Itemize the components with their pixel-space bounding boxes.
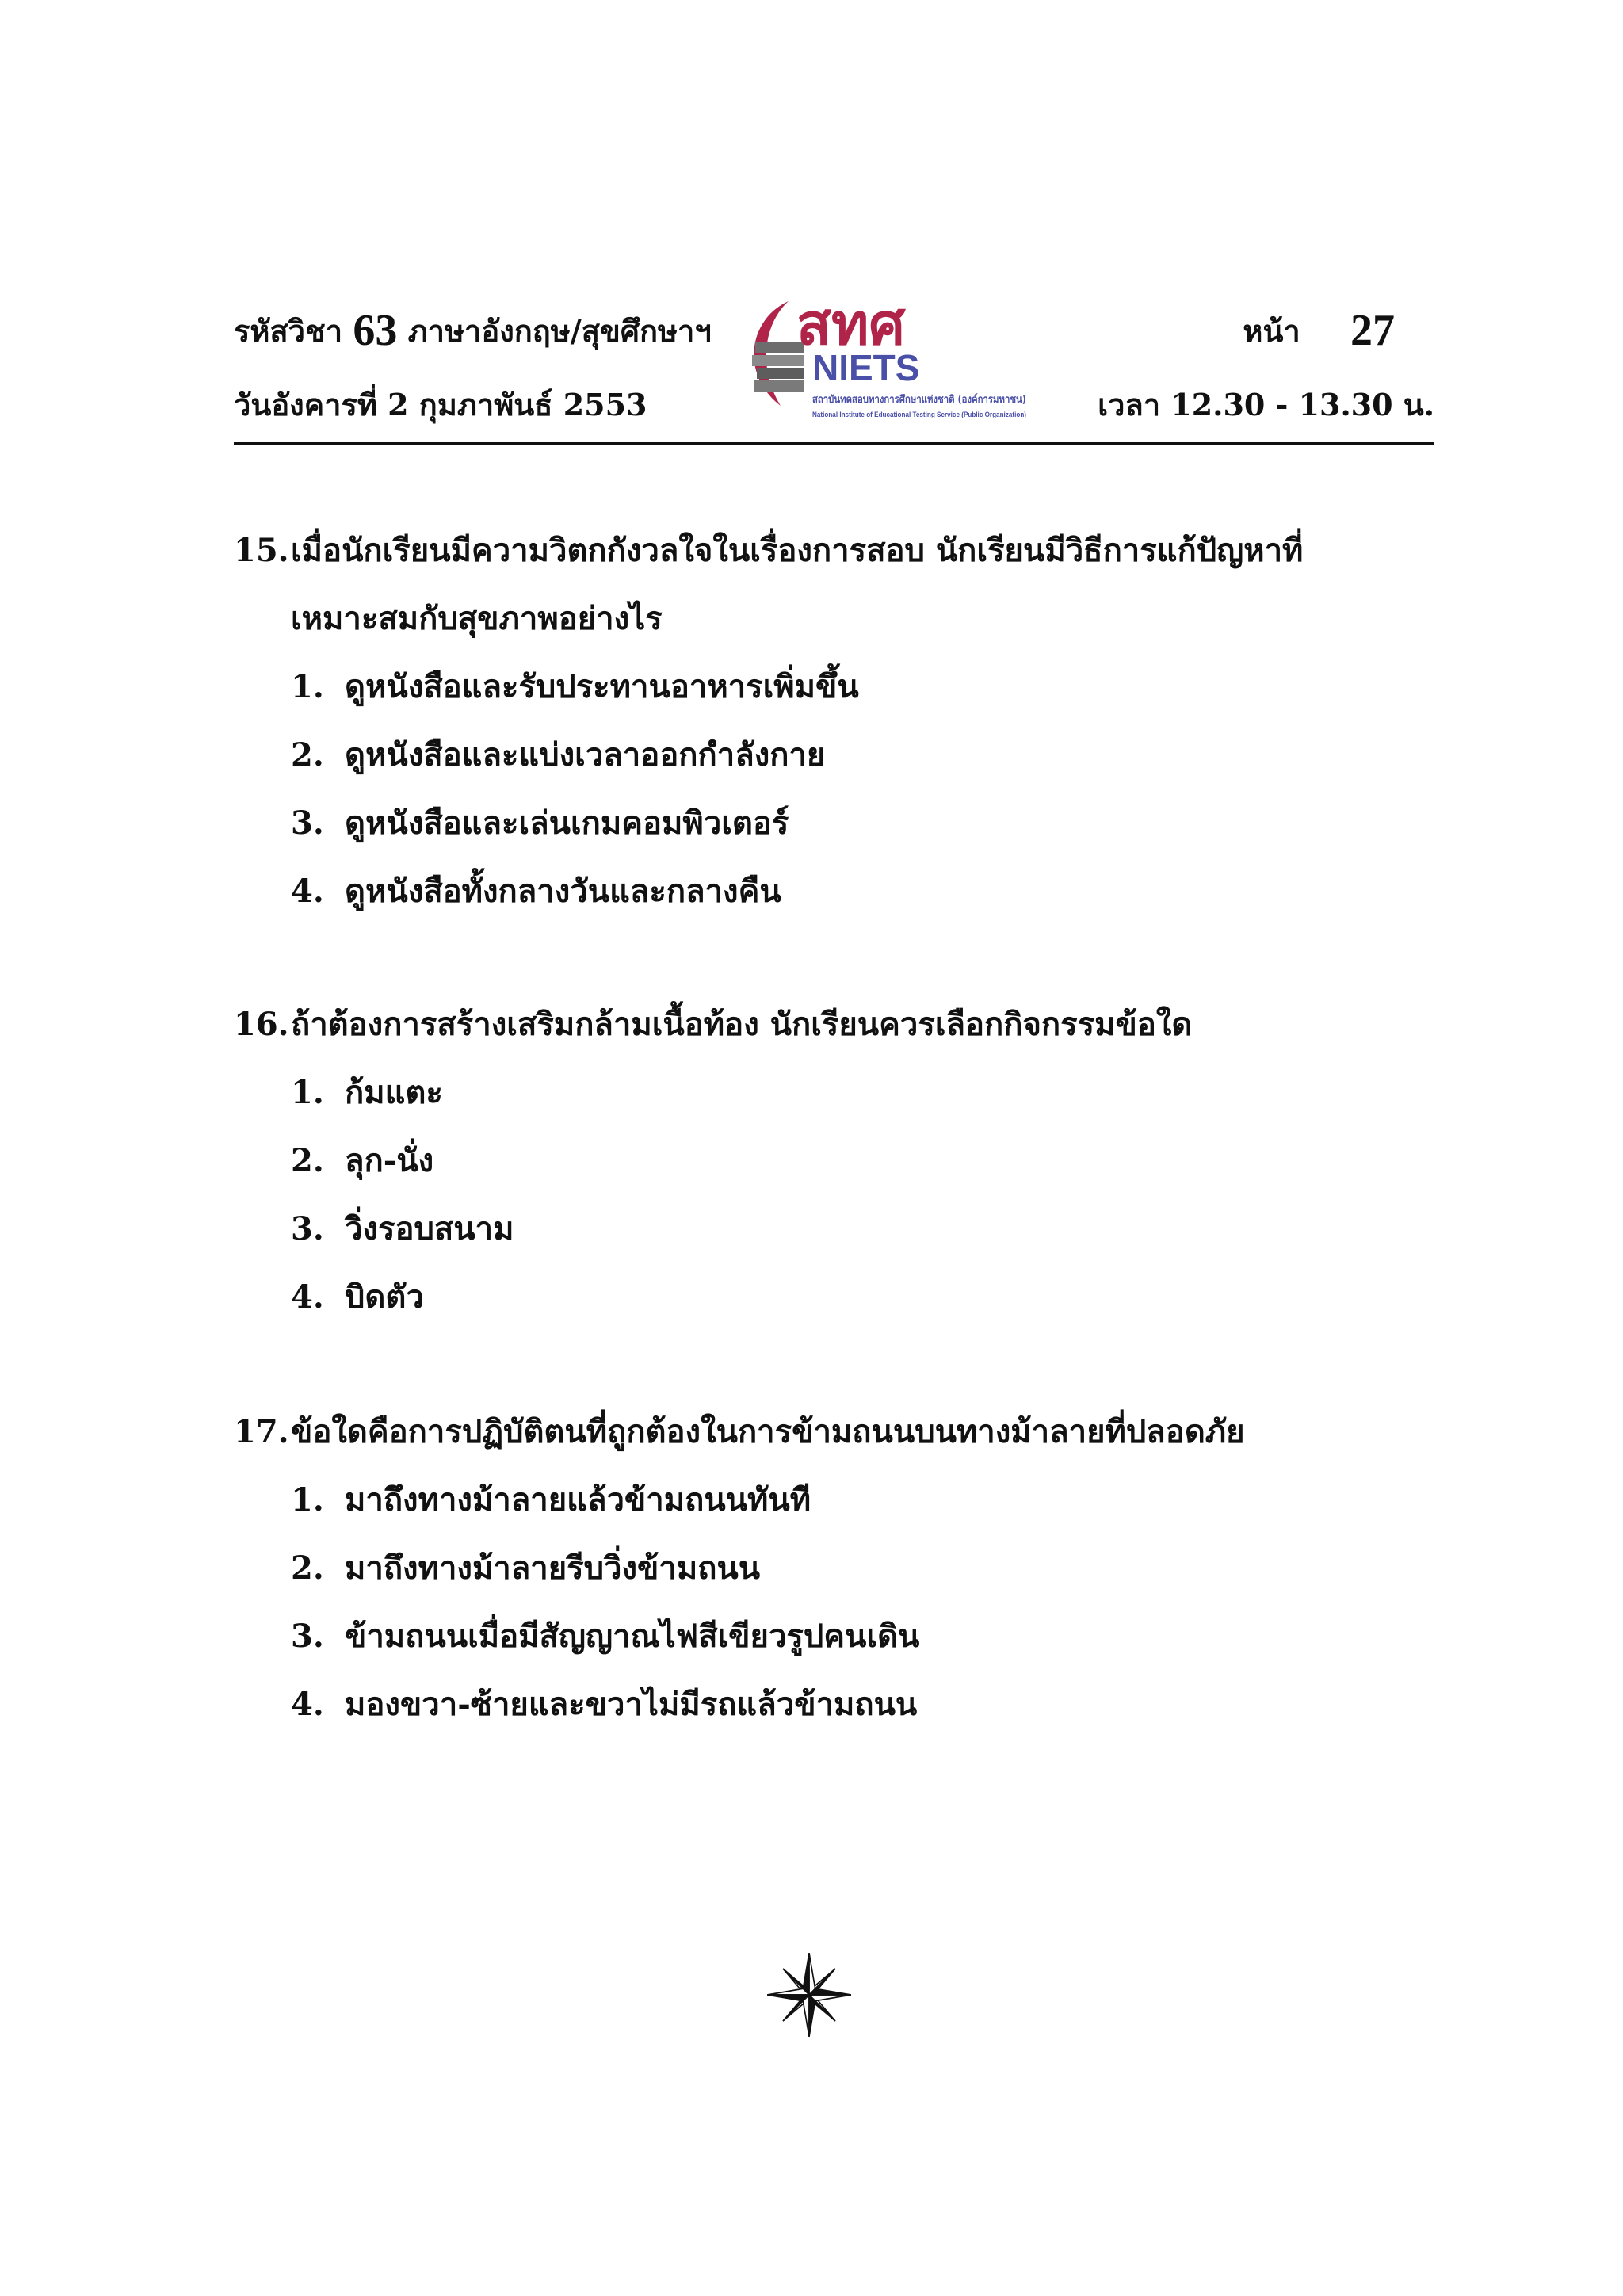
page-number: 27 [1350,306,1395,355]
choice-text: ดูหนังสือและเล่นเกมคอมพิวเตอร์ [345,804,789,842]
choice-list [234,1466,1423,1739]
choice-item [291,1195,1423,1263]
choice-number: 2. [291,736,324,774]
subject-info [234,305,712,356]
choice-text: วิ่งรอบสนาม [345,1210,514,1247]
choice-number: 1. [291,668,324,705]
choice-number: 2. [291,1142,324,1179]
question-16 [234,991,1423,1331]
choice-item [291,1466,1423,1534]
choice-number: 3. [291,804,324,842]
question-text: ถ้าต้องการสร้างเสริมกล้ามเนื้อท้อง นักเรียนควรเลือกกิจกรรมข้อใด [291,1006,1193,1043]
choice-item [291,721,1423,789]
choice-text: มองขวา-ซ้ายและขวาไม่มีรถแล้วข้ามถนน [345,1686,918,1723]
choice-text: ก้มแตะ [345,1074,443,1111]
question-17 [234,1398,1423,1739]
page-info [1243,305,1395,356]
question-number: 17. [234,1413,289,1450]
choice-text: ดูหนังสือและรับประทานอาหารเพิ่มขึ้น [345,668,859,705]
logo-english-acronym: NIETS [812,347,920,388]
logo-org-name-th: สถาบันทดสอบทางการศึกษาแห่งชาติ (องค์การมหาชน) [812,394,1058,406]
compass-star-icon [766,1951,853,2038]
choice-text: ดูหนังสือและแบ่งเวลาออกกำลังกาย [345,736,826,774]
question-number: 15. [234,532,289,569]
choice-text: มาถึงทางม้าลายแล้วข้ามถนนทันที [345,1481,812,1519]
choice-text: ดูหนังสือทั้งกลางวันและกลางคืน [345,873,781,910]
question-15 [234,517,1423,926]
choice-item [291,1059,1423,1127]
question-number: 16. [234,1006,289,1043]
choice-item [291,653,1423,721]
choice-number: 1. [291,1481,324,1519]
question-stem [234,517,1423,653]
choice-number: 4. [291,1278,324,1316]
header-rule [234,442,1434,445]
exam-date: วันอังคารที่ 2 กุมภาพันธ์ 2553 [234,387,647,422]
question-text: ข้อใดคือการปฏิบัติตนที่ถูกต้องในการข้ามถนนบนทางม้าลายที่ปลอดภัย [291,1413,1245,1450]
subject-name: ภาษาอังกฤษ/สุขศึกษาฯ [407,313,712,349]
choice-item [291,1127,1423,1195]
niets-logo [733,287,1106,426]
choice-text: บิดตัว [345,1278,424,1316]
choice-number: 4. [291,873,324,910]
choice-text: ลุก-นั่ง [345,1142,434,1179]
choice-number: 3. [291,1210,324,1247]
page-label: หน้า [1243,313,1300,349]
subject-code: 63 [353,306,398,355]
choice-number: 4. [291,1686,324,1723]
question-text: เมื่อนักเรียนมีความวิตกกังวลใจในเรื่องการสอบ นักเรียนมีวิธีการแก้ปัญหาที่ เหมาะสมกับสุขภาพอย่างไร [291,532,1304,637]
choice-item [291,1671,1423,1739]
choice-text: ข้ามถนนเมื่อมีสัญญาณไฟสีเขียวรูปคนเดิน [345,1618,920,1655]
choice-list [234,1059,1423,1331]
choice-item [291,1603,1423,1671]
question-stem [234,991,1423,1059]
exam-time: เวลา 12.30 - 13.30 น. [1098,387,1434,422]
subject-code-label: รหัสวิชา [234,313,343,349]
choice-item [291,789,1423,858]
choice-text: มาถึงทางม้าลายรีบวิ่งข้ามถนน [345,1549,761,1587]
choice-list [234,653,1423,926]
choice-item [291,858,1423,926]
choice-item [291,1534,1423,1603]
choice-item [291,1263,1423,1331]
logo-org-name-en: National Institute of Educational Testing Service (Public Organization) [812,411,1026,418]
choice-number: 2. [291,1549,324,1587]
choice-number: 1. [291,1074,324,1111]
question-stem [234,1398,1423,1466]
logo-thai-acronym: สทศ [796,293,906,357]
choice-number: 3. [291,1618,324,1655]
